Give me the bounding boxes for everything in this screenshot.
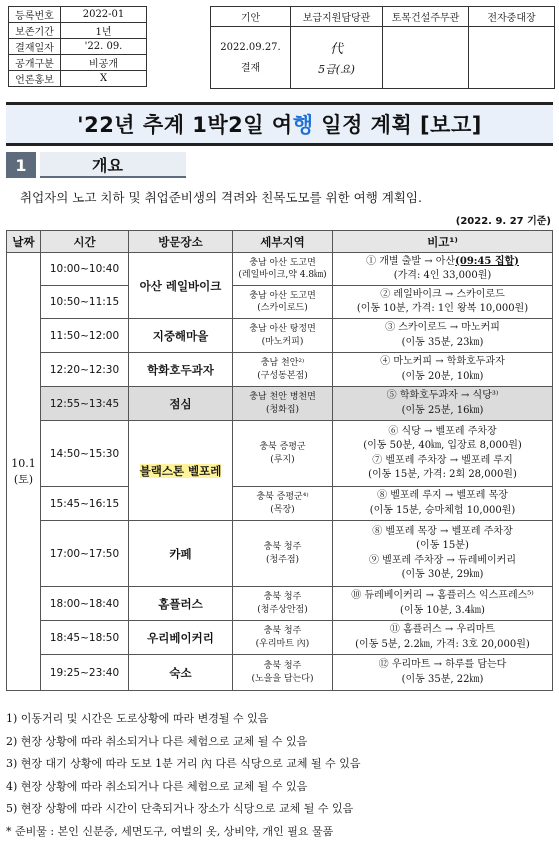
place-cell (129, 421, 233, 521)
table-row (7, 353, 553, 387)
note-line: (가격: 4인 33,000원) (393, 270, 492, 281)
time-cell: 10:50~11:15 (41, 286, 129, 319)
area-line: (청화집) (265, 404, 300, 415)
note-meeting-time: (09:45 집합) (455, 255, 519, 267)
note-line: ⑩ 듀레베이커리 → 홈플러스 익스프레스⁵⁾ (351, 590, 534, 601)
signature: 5급(요) (318, 63, 355, 76)
note-cell (333, 387, 553, 421)
column-header: 시간 (41, 231, 129, 253)
area-cell (233, 286, 333, 319)
approval-header: 전자중대장 (469, 7, 555, 27)
time-cell: 12:20~12:30 (41, 353, 129, 387)
section-label: 개요 (40, 152, 186, 178)
draft-cell (211, 27, 291, 89)
note-cell (333, 353, 553, 387)
document-meta-table (8, 6, 147, 87)
place-highlight: 블랙스톤 벨포레 (139, 463, 222, 478)
area-line: (레일바이크,약 4.8㎞) (238, 270, 327, 280)
signature-cell-empty (383, 27, 469, 89)
note-line: ⑦ 벨포레 주차장 → 벨포레 루지 (372, 454, 513, 466)
meta-value: 1년 (61, 23, 147, 39)
area-line: 충남 천안 병천면 (249, 392, 316, 403)
area-line: 충남 아산 도고면 (249, 257, 316, 268)
note-line: ⑪ 홈플러스 → 우리마트 (389, 624, 496, 635)
note-line: (이동 15분, 승마체험 10,000원) (369, 504, 516, 516)
table-row (7, 319, 553, 353)
time-cell: 19:25~23:40 (41, 655, 129, 691)
table-row-lunch (7, 387, 553, 421)
time-cell: 15:45~16:15 (41, 487, 129, 521)
area-line: 충북 증평군 (259, 442, 306, 453)
meta-value: '22. 09. (61, 39, 147, 55)
meta-key: 결재일자 (9, 39, 61, 55)
area-line: (노을을 담는다) (251, 673, 314, 684)
note-line: (이동 35분, 23㎞) (401, 336, 484, 348)
note-cell (333, 286, 553, 319)
place-cell: 점심 (129, 387, 233, 421)
area-line: (스카이로드) (257, 303, 308, 313)
signature-cell (291, 27, 383, 89)
note-line: (이동 15분, 가격: 2회 28,000원) (368, 469, 517, 480)
table-row (7, 253, 553, 286)
meta-key: 보존기간 (9, 23, 61, 39)
area-cell (233, 353, 333, 387)
day-weekday: (토) (13, 472, 34, 486)
column-header: 날짜 (7, 231, 41, 253)
time-cell: 10:00~10:40 (41, 253, 129, 286)
table-row (7, 587, 553, 621)
note-cell (333, 621, 553, 655)
area-line: 충북 청주 (263, 592, 302, 603)
area-line: 충북 청주 (263, 626, 302, 637)
day-date: 10.1 (11, 457, 36, 471)
note-line (333, 255, 552, 270)
approval-header: 기안 (211, 7, 291, 27)
note-line: (이동 35분, 22㎞) (401, 673, 484, 685)
note-cell (333, 253, 553, 286)
area-line: 충남 아산 탕정면 (249, 324, 316, 335)
note-line: (이동 5분, 2.2㎞, 가격: 3호 20,000원) (355, 638, 530, 650)
area-line: 충북 청주 (263, 661, 302, 672)
area-line: (목장) (270, 504, 295, 515)
note-line: (이동 20분, 10㎞) (401, 370, 484, 382)
table-row (7, 621, 553, 655)
note-cell (333, 319, 553, 353)
footnote: 2) 현장 상황에 따라 취소되거나 다른 체험으로 교체 될 수 있음 (6, 734, 308, 748)
place-cell: 숙소 (129, 655, 233, 691)
note-cell (333, 655, 553, 691)
area-cell (233, 655, 333, 691)
table-row (7, 487, 553, 521)
time-cell: 18:45~18:50 (41, 621, 129, 655)
meta-value: X (61, 71, 147, 87)
meta-value: 비공개 (61, 55, 147, 71)
day-cell (7, 253, 41, 691)
area-cell (233, 319, 333, 353)
column-header: 비고¹⁾ (333, 231, 553, 253)
area-cell (233, 421, 333, 487)
time-cell: 18:00~18:40 (41, 587, 129, 621)
footnotes (6, 708, 361, 843)
note-text: ① 개별 출발 → 아산 (366, 255, 456, 267)
note-line: ⑫ 우리마트 → 하루를 담는다 (378, 659, 507, 670)
area-line: 충남 천안²⁾ (260, 358, 305, 369)
meta-value: 2022-01 (61, 7, 147, 23)
area-line: (구성동본점) (257, 370, 308, 381)
schedule-table (6, 230, 553, 691)
title-text: 일정 계획 [보고] (313, 113, 482, 137)
approval-header: 보급지원담당관 (291, 7, 383, 27)
title-text: '22년 추계 1박2일 여 (77, 113, 293, 137)
place-cell: 우리베이커리 (129, 621, 233, 655)
note-line: (이동 25분, 16㎞) (401, 404, 484, 416)
note-cell (333, 421, 553, 487)
title-highlight: 행 (292, 113, 314, 137)
note-cell (333, 487, 553, 521)
signature: 代 (329, 42, 343, 57)
area-line: 충남 아산 도고면 (249, 290, 316, 301)
note-line: ④ 마노커피 → 학화호두과자 (380, 356, 505, 367)
area-line: (마노커피) (261, 336, 304, 347)
area-cell (233, 521, 333, 587)
area-cell (233, 387, 333, 421)
area-cell (233, 621, 333, 655)
meta-key: 등록번호 (9, 7, 61, 23)
note-line: ⑤ 학화호두과자 → 식당³⁾ (386, 390, 499, 401)
footnote: 3) 현장 대기 상황에 따라 도보 1분 거리 內 다른 식당으로 교체 될 수 있음 (6, 757, 361, 770)
approval-header: 토목건설주무관 (383, 7, 469, 27)
place-cell: 카페 (129, 521, 233, 587)
time-cell: 11:50~12:00 (41, 319, 129, 353)
draft-label: 결재 (240, 62, 261, 74)
note-line: ⑥ 식당 → 벨포레 주차장 (388, 425, 497, 437)
table-row (7, 655, 553, 691)
footnote-supplies: * 준비물 : 본인 신분증, 세면도구, 여벌의 옷, 상비약, 개인 필요 물품 (6, 824, 334, 838)
draft-date: 2022.09.27. (220, 41, 281, 53)
note-cell (333, 521, 553, 587)
area-cell (233, 587, 333, 621)
area-line: (청주점) (265, 554, 300, 565)
footnote: 4) 현장 상황에 따라 취소되거나 다른 체험으로 교체 될 수 있음 (6, 779, 308, 793)
meta-key: 공개구분 (9, 55, 61, 71)
place-cell: 홈플러스 (129, 587, 233, 621)
note-line: (이동 10분, 가격: 1인 왕복 10,000원) (356, 303, 529, 314)
approval-table (210, 6, 555, 89)
table-row (7, 521, 553, 587)
note-cell (333, 587, 553, 621)
page-title (77, 109, 482, 139)
note-line: ② 레일바이크 → 스카이로드 (380, 288, 505, 300)
footnote: 1) 이동거리 및 시간은 도로상황에 따라 변경될 수 있음 (6, 712, 269, 725)
note-line: ③ 스카이로드 → 마노커피 (385, 322, 500, 333)
time-cell: 17:00~17:50 (41, 521, 129, 587)
table-row (7, 286, 553, 319)
place-cell: 지중해마을 (129, 319, 233, 353)
note-line: (이동 10분, 3.4㎞) (400, 604, 485, 616)
table-row (7, 421, 553, 487)
column-header: 세부지역 (233, 231, 333, 253)
summary-text: 취업자의 노고 치하 및 취업준비생의 격려와 친목도모를 위한 여행 계획임. (20, 190, 422, 205)
note-line: (이동 15분) (416, 540, 469, 551)
date-reference: (2022. 9. 27 기준) (455, 216, 551, 227)
time-cell: 12:55~13:45 (41, 387, 129, 421)
section-number: 1 (6, 152, 36, 178)
area-cell (233, 487, 333, 521)
section-header (6, 152, 186, 178)
area-line: (루지) (270, 454, 295, 465)
footnote: 5) 현장 상황에 따라 시간이 단축되거나 장소가 식당으로 교체 될 수 있음 (6, 802, 354, 815)
time-cell: 14:50~15:30 (41, 421, 129, 487)
note-line: ⑨ 벨포레 주차장 → 듀레베이커리 (368, 554, 516, 566)
note-line: (이동 50분, 40㎞, 입장료 8,000원) (363, 440, 522, 451)
note-line: ⑧ 벨포레 루지 → 벨포레 목장 (377, 490, 508, 501)
title-bar (6, 102, 553, 146)
area-cell (233, 253, 333, 286)
area-line: 충북 증평군⁴⁾ (256, 492, 309, 503)
area-line: (청주상안점) (257, 604, 308, 615)
note-line: (이동 30분, 29㎞) (401, 569, 484, 580)
note-line: ⑧ 벨포레 목장 → 벨포레 주차장 (372, 525, 513, 537)
meta-key: 언론홍보 (9, 71, 61, 87)
signature-cell-empty (469, 27, 555, 89)
area-line: (우리마트 內) (255, 638, 310, 649)
place-cell: 아산 레일바이크 (129, 253, 233, 319)
place-cell: 학화호두과자 (129, 353, 233, 387)
column-header: 방문장소 (129, 231, 233, 253)
area-line: 충북 청주 (263, 542, 302, 553)
